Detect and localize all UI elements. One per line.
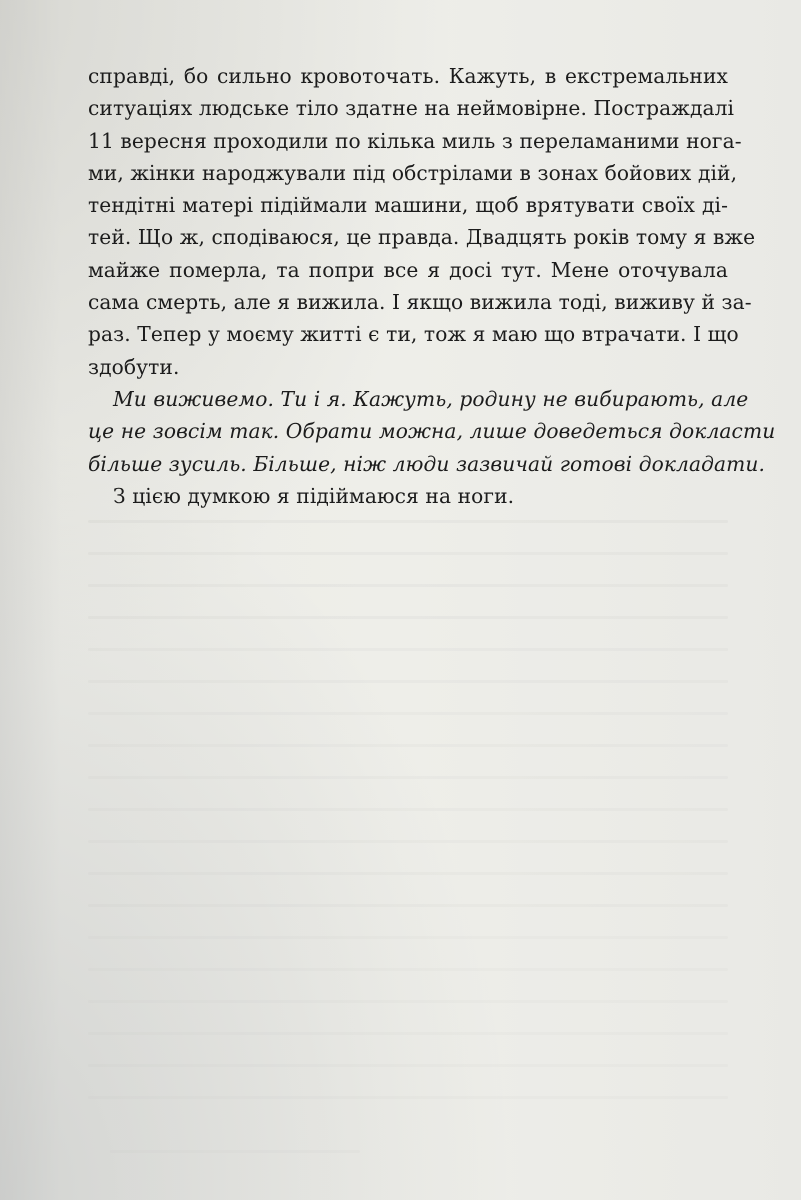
bleed-through-line [88, 616, 728, 619]
bleed-through-line [88, 1096, 728, 1099]
text-line: раз. Тепер у моєму житті є ти, тож я маю що втрачати. І що [88, 322, 739, 347]
bleed-through-line [88, 808, 728, 811]
text-line: 11 вересня проходили по кілька миль з переламаними нога- [88, 128, 742, 153]
paragraph [88, 60, 756, 383]
bleed-through-line [88, 872, 728, 875]
text-line: це не зовсім так. Обрати можна, лише доведеться докласти [88, 419, 776, 444]
text-line: ми, жінки народжували під обстрілами в зонах бойових дій, [88, 160, 738, 185]
paragraph [88, 480, 728, 512]
bleed-through-line [88, 968, 728, 971]
text-line: тей. Що ж, сподіваюся, це правда. Двадцять років тому я вже [88, 225, 756, 250]
bleed-through-line [88, 680, 728, 683]
text-line: здобути. [88, 354, 180, 379]
bleed-through-line [110, 1150, 360, 1153]
bleed-through-line [88, 712, 728, 715]
text-line: сама смерть, але я вижила. І якщо вижила тоді, виживу й за- [88, 290, 752, 315]
text-line: З цією думкою я підіймаюся на ноги. [113, 483, 515, 508]
text-line: справді, бо сильно кровоточать. Кажуть, в екстремальних [88, 64, 728, 88]
bleed-through-line [88, 552, 728, 555]
bleed-through-line [88, 840, 728, 843]
bleed-through-line [88, 904, 728, 907]
text-line: більше зусиль. Більше, ніж люди зазвичай готові докладати. [88, 451, 765, 476]
bleed-through-line [88, 936, 728, 939]
text-line: Ми виживемо. Ти і я. Кажуть, родину не вибирають, але [113, 386, 749, 411]
bleed-through-line [88, 1000, 728, 1003]
bleed-through-line [88, 744, 728, 747]
text-line: тендітні матері підіймали машини, щоб врятувати своїх ді- [88, 193, 728, 218]
body-text [88, 60, 776, 512]
text-line: майже померла, та попри все я досі тут. Мене оточувала [88, 257, 728, 282]
bleed-through-line [88, 584, 728, 587]
bleed-through-line [88, 520, 728, 523]
italic-paragraph [88, 383, 776, 480]
bleed-through-line [88, 648, 728, 651]
bleed-through-line [88, 776, 728, 779]
text-line: ситуаціях людське тіло здатне на неймовірне. Постраждалі [88, 96, 735, 121]
bleed-through-line [88, 1032, 728, 1035]
bleed-through-line [88, 1064, 728, 1067]
